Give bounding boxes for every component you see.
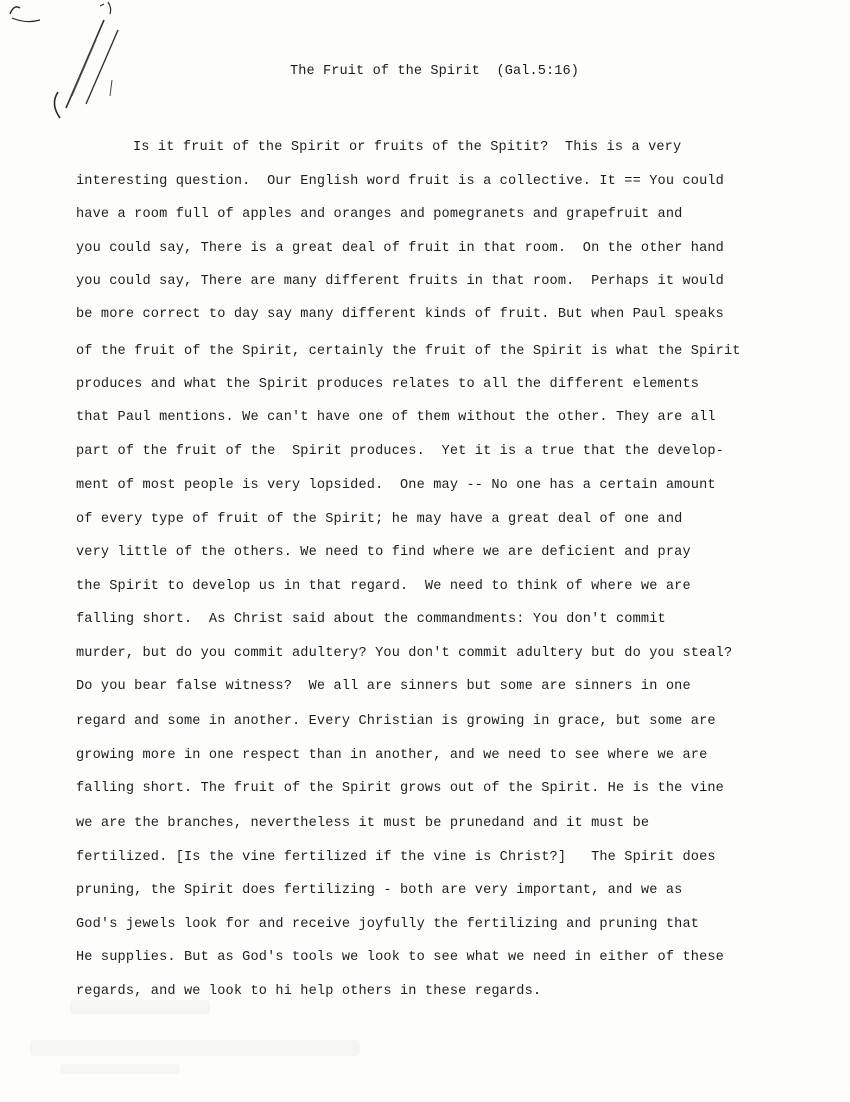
text-line: you could say, There are many different fruits in that room. Perhaps it would (76, 274, 724, 289)
text-line: be more correct to day say many different kinds of fruit. But when Paul speaks (76, 307, 724, 322)
page-title: The Fruit of the Spirit (Gal.5:16) (290, 64, 580, 79)
text-line: regard and some in another. Every Christian is growing in grace, but some are (76, 714, 716, 729)
text-line: Do you bear false witness? We all are sinners but some are sinners in one (76, 679, 691, 694)
text-line: that Paul mentions. We can't have one of them without the other. They are all (76, 410, 716, 425)
text-line: fertilized. [Is the vine fertilized if the vine is Christ?] The Spirit does (76, 850, 716, 865)
text-line: murder, but do you commit adultery? You don't commit adultery but do you steal? (76, 646, 733, 661)
text-line: we are the branches, nevertheless it must be prunedand and it must be (76, 816, 650, 831)
text-line: regards, and we look to hi help others in these regards. (76, 984, 542, 999)
text-line: falling short. As Christ said about the commandments: You don't commit (76, 612, 666, 627)
scan-smudge (70, 1000, 210, 1014)
text-line: of the fruit of the Spirit, certainly the fruit of the Spirit is what the Spirit (76, 344, 741, 359)
text-line: very little of the others. We need to find where we are deficient and pray (76, 545, 691, 560)
text-line: produces and what the Spirit produces relates to all the different elements (76, 377, 700, 392)
text-line: the Spirit to develop us in that regard. We need to think of where we are (76, 579, 691, 594)
scan-smudge (30, 1040, 360, 1056)
text-line: growing more in one respect than in another, and we need to see where we are (76, 748, 708, 763)
text-line: have a room full of apples and oranges and pomegranets and grapefruit and (76, 207, 683, 222)
text-line: He supplies. But as God's tools we look to see what we need in either of these (76, 950, 724, 965)
text-line: of every type of fruit of the Spirit; he may have a great deal of one and (76, 512, 683, 527)
text-line: falling short. The fruit of the Spirit grows out of the Spirit. He is the vine (76, 781, 724, 796)
text-line: ment of most people is very lopsided. One may -- No one has a certain amount (76, 478, 716, 493)
text-line: pruning, the Spirit does fertilizing - both are very important, and we as (76, 883, 683, 898)
text-line: part of the fruit of the Spirit produces. Yet it is a true that the develop- (76, 444, 724, 459)
scan-smudge (60, 1064, 180, 1074)
text-line: God's jewels look for and receive joyfully the fertilizing and pruning that (76, 917, 700, 932)
text-line: interesting question. Our English word fruit is a collective. It == You could (76, 174, 724, 189)
text-line: Is it fruit of the Spirit or fruits of the Spitit? This is a very (133, 140, 682, 155)
text-line: you could say, There is a great deal of fruit in that room. On the other hand (76, 241, 724, 256)
